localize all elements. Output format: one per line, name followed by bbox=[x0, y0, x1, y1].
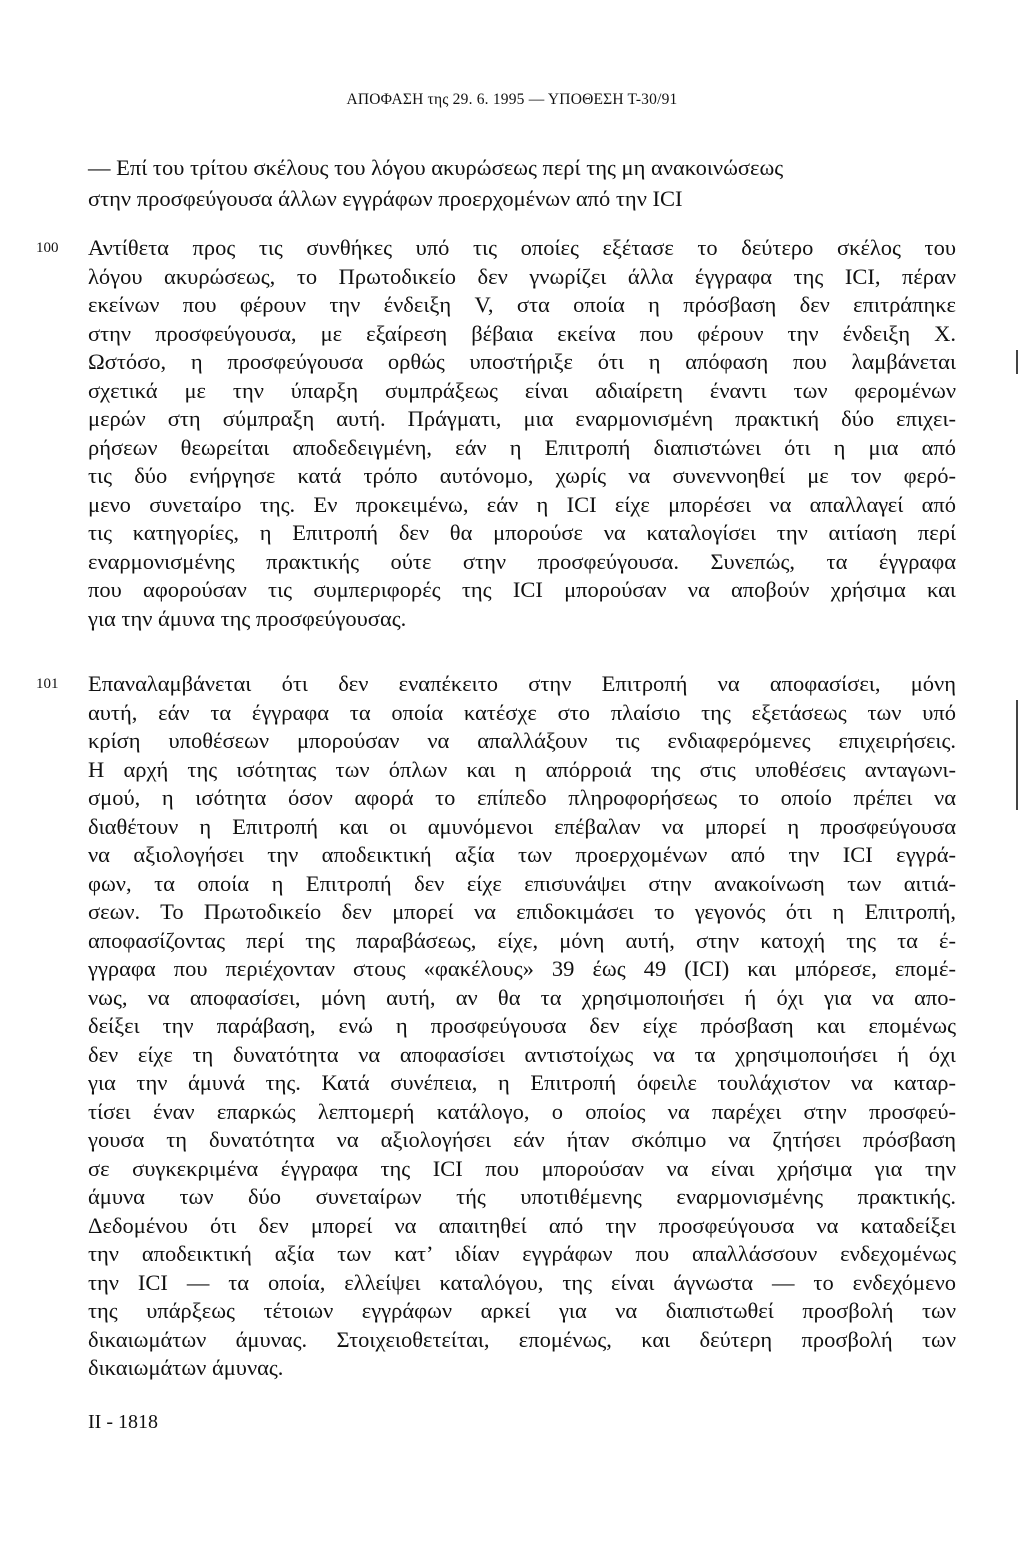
paragraph-line: εκείνων που φέρουν την ένδειξη V, στα οποία η πρόσβαση δεν επιτράπηκε bbox=[88, 292, 956, 317]
paragraph-line: μενο συνεταίρο της. Εν προκειμένω, εάν η ICI είχε μπορέσει να απαλλαγεί από bbox=[88, 491, 956, 517]
paragraph-101 bbox=[88, 670, 956, 1383]
paragraph-number: 100 bbox=[36, 240, 59, 256]
paragraph-line: δείξει την παράβαση, ενώ η προσφεύγουσα δεν είχε πρόσβαση και επομένως bbox=[88, 1013, 956, 1038]
paragraph-line: αποφασίζοντας περί της παραβάσεως, είχε, μόνη αυτή, στην κατοχή της τα έ- bbox=[88, 927, 956, 953]
page-number-footer: II - 1818 bbox=[88, 1411, 158, 1433]
paragraph-line: σεων. Το Πρωτοδικείο δεν μπορεί να επιδοκιμάσει το γεγονός ότι η Επιτροπή, bbox=[88, 899, 956, 924]
subheading-line: — Επί του τρίτου σκέλους του λόγου ακυρώσεως περί της μη ανακοινώσεως bbox=[88, 155, 784, 180]
paragraph-line: για την άμυνα της προσφεύγουσας. bbox=[88, 605, 407, 631]
paragraph-line: να αξιολογήσει την αποδεικτική αξία των προερχομένων από την ICI εγγρά- bbox=[88, 842, 956, 867]
paragraph-line: Δεδομένου ότι δεν μπορεί να απαιτηθεί από την προσφεύγουσα να καταδείξει bbox=[88, 1212, 956, 1238]
subheading-line: στην προσφεύγουσα άλλων εγγράφων προερχομένων από την ICI bbox=[88, 186, 683, 211]
paragraph-line: Επαναλαμβάνεται ότι δεν εναπέκειτο στην Επιτροπή να αποφασίσει, μόνη bbox=[88, 671, 956, 696]
paragraph-line: δεν είχε τη δυνατότητα να αποφασίσει αντιστοίχως να τα χρησιμοποιήσει ή όχι bbox=[88, 1041, 956, 1067]
paragraph-line: εναρμονισμένης πρακτικής ούτε στην προσφεύγουσα. Συνεπώς, τα έγγραφα bbox=[88, 548, 956, 574]
paragraph-line: για την άμυνά της. Κατά συνέπεια, η Επιτροπή όφειλε τουλάχιστον να καταρ- bbox=[88, 1070, 956, 1095]
paragraph-line: την ICI — τα οποία, ελλείψει καταλόγου, της είναι άγνωστα — το ενδεχόμενο bbox=[88, 1269, 956, 1295]
section-subheading bbox=[88, 152, 956, 214]
paragraph-line: κρίση υποθέσεων μπορούσαν να απαλλάξουν τις ενδιαφερόμενες επιχειρήσεις. bbox=[88, 728, 956, 753]
paragraph-line: σε συγκεκριμένα έγγραφα της ICI που μπορούσαν να είναι χρήσιμα για την bbox=[88, 1155, 956, 1181]
paragraph-line: Η αρχή της ισότητας των όπλων και η απόρροιά της στις υποθέσεις ανταγωνι- bbox=[88, 756, 956, 782]
paragraph-line: άμυνα των δύο συνεταίρων τής υποτιθέμενης εναρμονισμένης πρακτικής. bbox=[88, 1184, 956, 1209]
paragraph-line: ρήσεων θεωρείται αποδεδειγμένη, εάν η Επιτροπή διαπιστώνει ότι η μια από bbox=[88, 434, 956, 460]
scan-margin-mark bbox=[1016, 700, 1018, 810]
paragraph-line: νως, να αποφασίσει, μόνη αυτή, αν θα τα χρησιμοποιήσει ή όχι για να απο- bbox=[88, 984, 956, 1010]
paragraph-line: στην προσφεύγουσα, με εξαίρεση βέβαια εκείνα που φέρουν την ένδειξη X. bbox=[88, 320, 956, 346]
paragraph-line: φων, τα οποία η Επιτροπή δεν είχε επισυνάψει στην ανακοίνωση των αιτιά- bbox=[88, 870, 956, 896]
paragraph-line: τίσει έναν επαρκώς λεπτομερή κατάλογο, ο οποίος να παρέχει στην προσφεύ- bbox=[88, 1098, 956, 1124]
paragraph-number: 101 bbox=[36, 676, 59, 692]
paragraph-100 bbox=[88, 234, 956, 633]
paragraph-line: Αντίθετα προς τις συνθήκες υπό τις οποίες εξέτασε το δεύτερο σκέλος του bbox=[88, 235, 956, 260]
paragraph-line: σχετικά με την ύπαρξη συμπράξεως είναι αδιαίρετη έναντι των φερομένων bbox=[88, 377, 956, 403]
paragraph-line: δικαιωμάτων άμυνας. bbox=[88, 1355, 284, 1380]
paragraph-line: μερών στη σύμπραξη αυτή. Πράγματι, μια εναρμονισμένη πρακτική δύο επιχει- bbox=[88, 406, 956, 431]
paragraph-line: που αφορούσαν τις συμπεριφορές της ICI μπορούσαν να αποβούν χρήσιμα και bbox=[88, 577, 956, 602]
paragraph-line: σμού, η ισότητα όσον αφορά το επίπεδο πληροφορήσεως το οποίο πρέπει να bbox=[88, 785, 956, 810]
paragraph-line: της υπάρξεως τέτοιων εγγράφων αρκεί για να διαπιστωθεί προσβολή των bbox=[88, 1298, 956, 1323]
paragraph-line: την αποδεικτική αξία των κατ’ ιδίαν εγγράφων που απαλλάσσουν ενδεχομένως bbox=[88, 1241, 956, 1266]
paragraph-line: τις δύο ενήργησε κατά τρόπο αυτόνομο, χωρίς να συνεννοηθεί με τον φερό- bbox=[88, 463, 956, 488]
paragraph-line: λόγου ακυρώσεως, το Πρωτοδικείο δεν γνωρίζει άλλα έγγραφα της ICI, πέραν bbox=[88, 263, 956, 289]
running-header: ΑΠΟΦΑΣΗ της 29. 6. 1995 — ΥΠΟΘΕΣΗ Τ-30/91 bbox=[346, 91, 678, 108]
paragraph-line: γγραφα που περιέχονταν στους «φακέλους» 39 έως 49 (ICI) και μπόρεσε, επομέ- bbox=[88, 956, 956, 981]
paragraph-line: δικαιωμάτων άμυνας. Στοιχειοθετείται, επομένως, και δεύτερη προσβολή των bbox=[88, 1326, 956, 1352]
scan-margin-mark bbox=[1016, 350, 1018, 374]
paragraph-line: διαθέτουν η Επιτροπή και οι αμυνόμενοι επέβαλαν να μπορεί η προσφεύγουσα bbox=[88, 813, 956, 839]
paragraph-line: τις κατηγορίες, η Επιτροπή δεν θα μπορούσε να καταλογίσει την αιτίαση περί bbox=[88, 520, 956, 545]
paragraph-line: Ωστόσο, η προσφεύγουσα ορθώς υποστήριξε ότι η απόφαση που λαμβάνεται bbox=[88, 349, 956, 374]
paragraph-line: αυτή, εάν τα έγγραφα τα οποία κατέσχε στο πλαίσιο της εξετάσεως των υπό bbox=[88, 699, 956, 725]
paragraph-line: γουσα τη δυνατότητα να αξιολογήσει εάν ήταν σκόπιμο να ζητήσει πρόσβαση bbox=[88, 1127, 956, 1152]
